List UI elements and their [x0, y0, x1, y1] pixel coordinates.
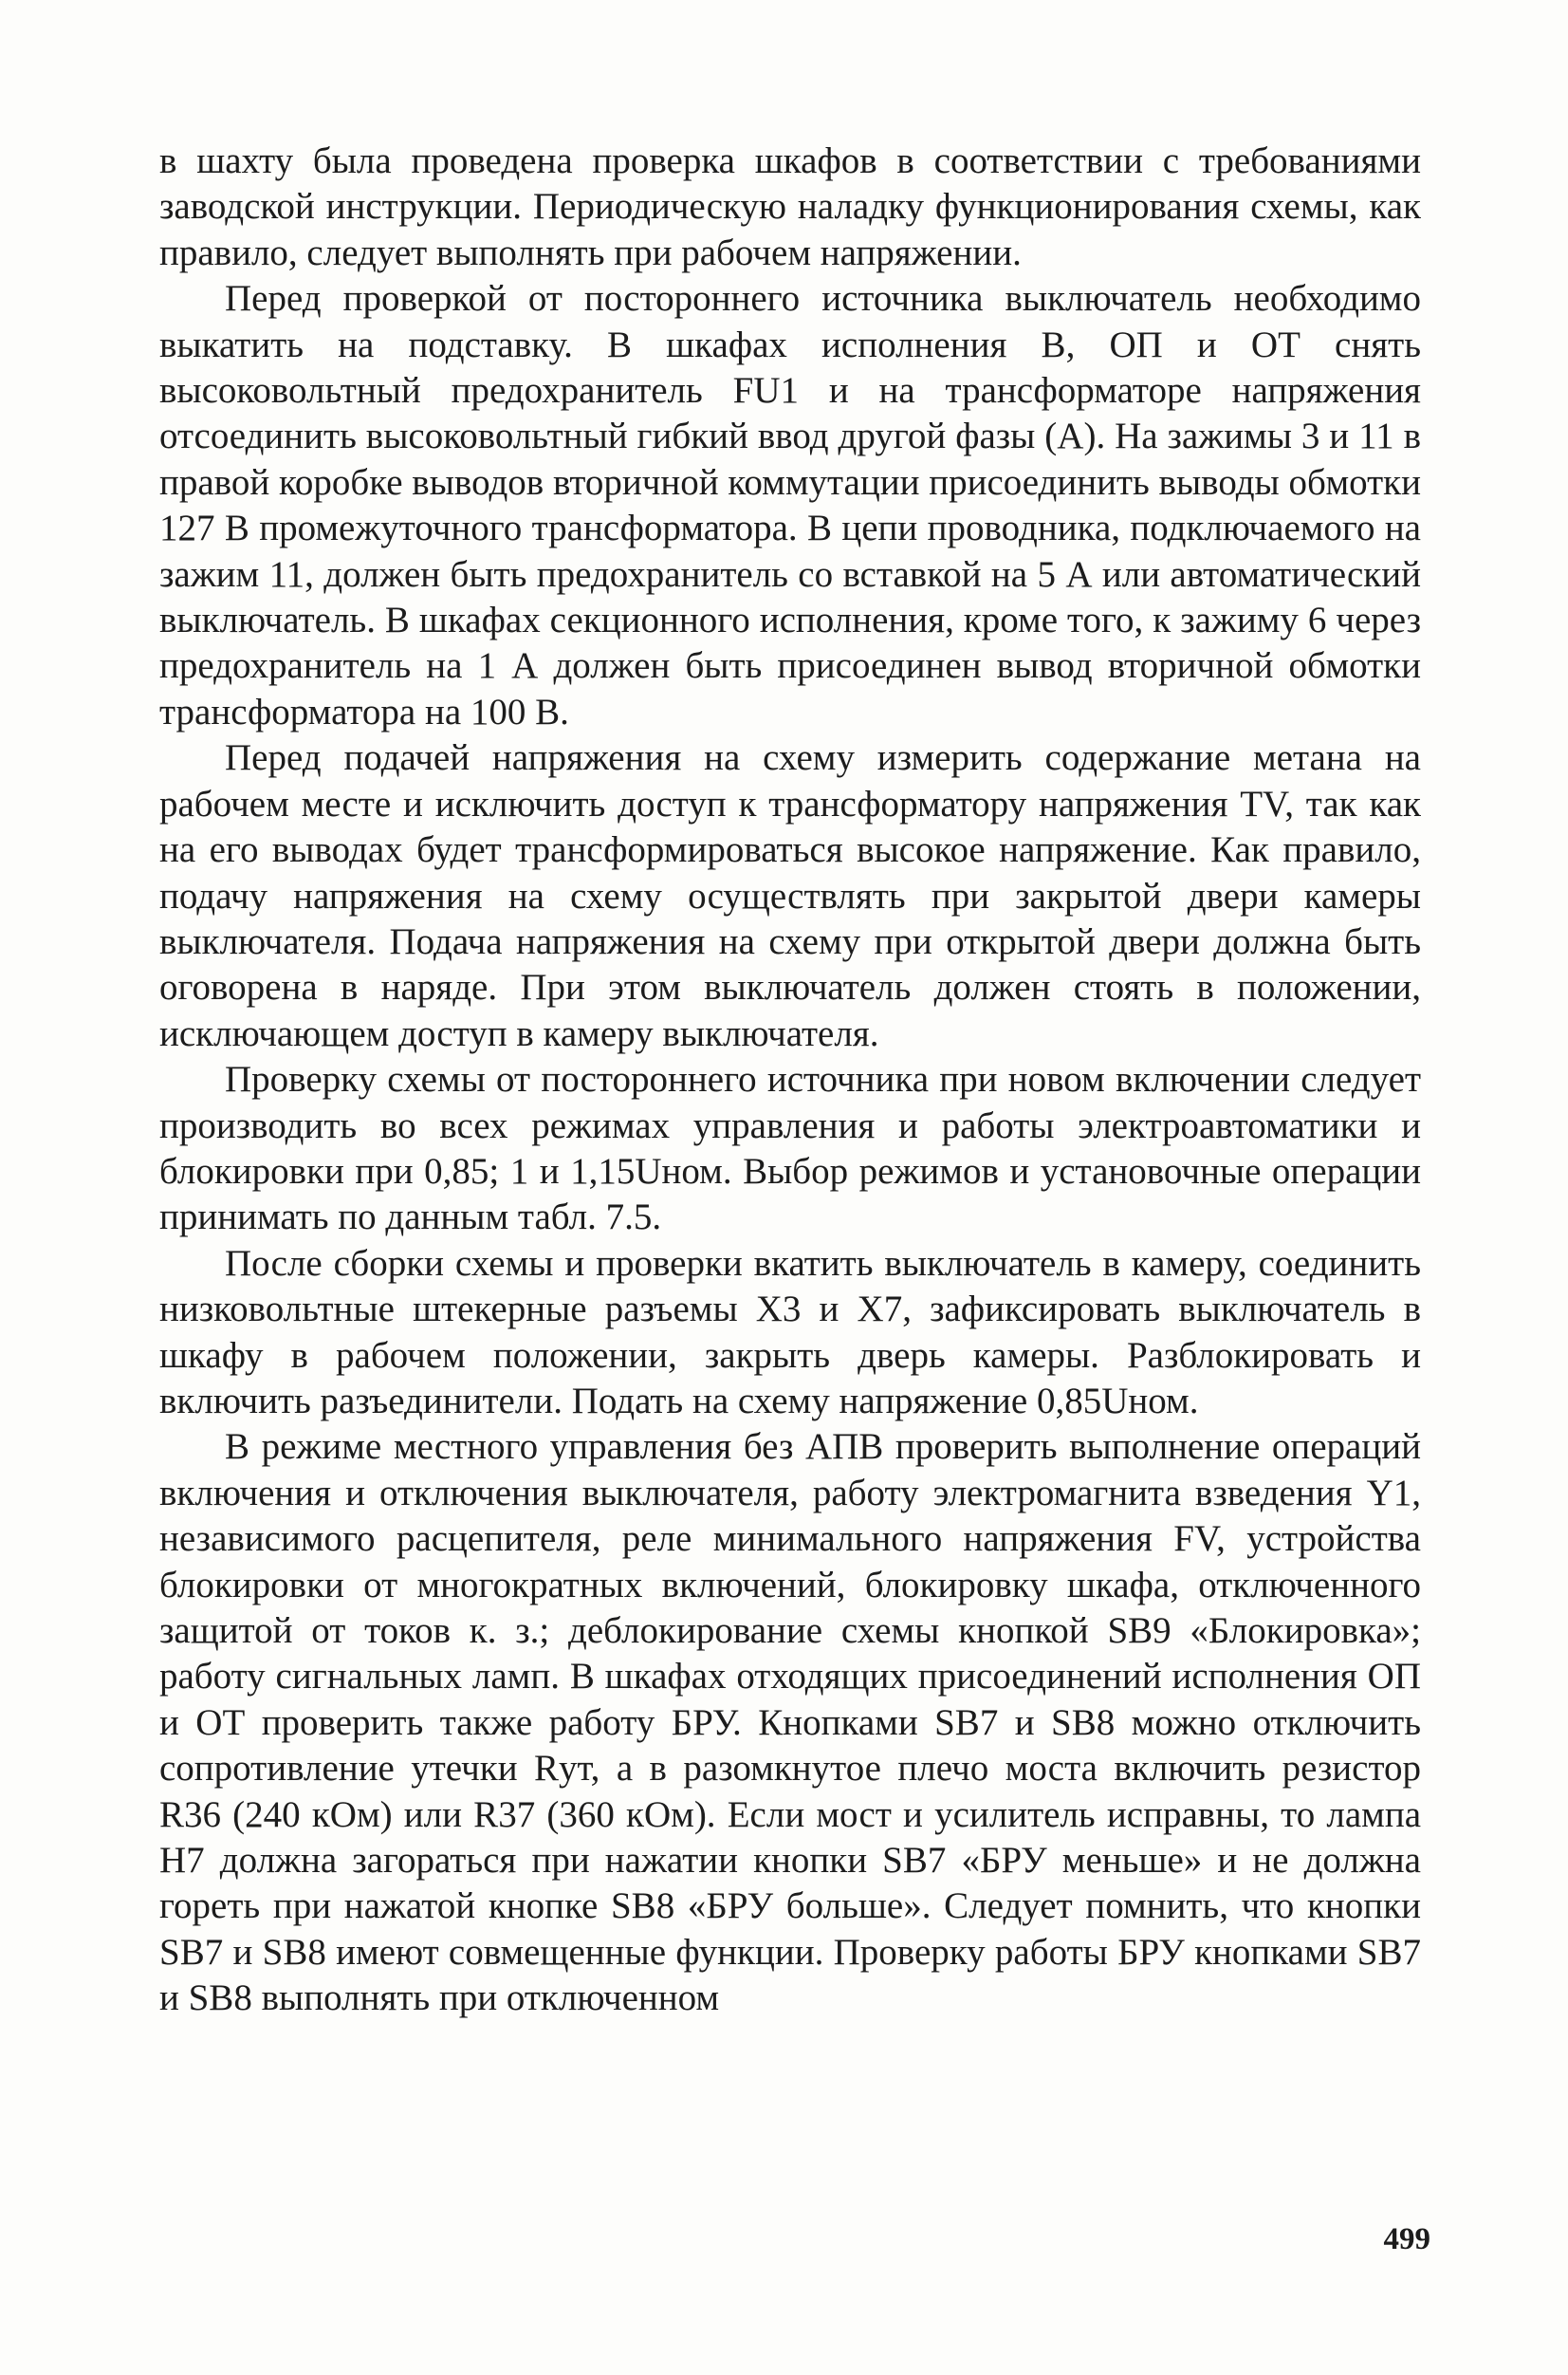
paragraph-5: После сборки схемы и проверки вкатить выключатель в камеру, соединить низковольтные штекерные разъемы X3 и X7, зафиксировать выключатель в шкафу в рабочем положении, закрыть дверь камеры. Разблокировать и включить разъединители. Подать на схему напряжение 0,85Uном.	[159, 1242, 1421, 1421]
paragraph-2: Перед проверкой от постороннего источника выключатель необходимо выкатить на подставку. В шкафах исполнения В, ОП и ОТ снять высоковольтный предохранитель FU1 и на трансформаторе напряжения отсоединить высоковольтный гибкий ввод другой фазы (А). На зажимы 3 и 11 в правой коробке выводов вторичной коммутации присоединить выводы обмотки 127 В промежуточного трансформатора. В цепи проводника, подключаемого на зажим 11, должен быть предохранитель со вставкой на 5 А или автоматический выключатель. В шкафах секционного исполнения, кроме того, к зажиму 6 через предохранитель на 1 А должен быть присоединен вывод вторичной обмотки трансформатора на 100 В.	[159, 278, 1421, 733]
paragraph-1: в шахту была проведена проверка шкафов в соответствии с требованиями заводской инструкции. Периодическую наладку функционирования схемы, как правило, следует выполнять при рабочем напряжении.	[159, 140, 1421, 273]
page-number: 499	[1383, 2222, 1430, 2256]
paragraph-4: Проверку схемы от постороннего источника при новом включении следует производить во всех режимах управления и работы электроавтоматики и блокировки при 0,85; 1 и 1,15Uном. Выбор режимов и установочные операции принимать по данным табл. 7.5.	[159, 1059, 1421, 1238]
body-text	[159, 139, 1421, 2022]
paragraph-6: В режиме местного управления без АПВ проверить выполнение операций включения и отключения выключателя, работу электромагнита взведения Y1, независимого расцепителя, реле минимального напряжения FV, устройства блокировки от многократных включений, блокировку шкафа, отключенного защитой от токов к. з.; деблокирование схемы кнопкой SB9 «Блокировка»; работу сигнальных ламп. В шкафах отходящих присоединений исполнения ОП и ОТ проверить также работу БРУ. Кнопками SB7 и SB8 можно отключить сопротивление утечки Rут, а в разомкнутое плечо моста включить резистор R36 (240 кОм) или R37 (360 кОм). Если мост и усилитель исправны, то лампа H7 должна загораться при нажатии кнопки SB7 «БРУ меньше» и не должна гореть при нажатой кнопке SB8 «БРУ больше». Следует помнить, что кнопки SB7 и SB8 имеют совмещенные функции. Проверку работы БРУ кнопками SB7 и SB8 выполнять при отключенном	[159, 1426, 1421, 2019]
paragraph-3: Перед подачей напряжения на схему измерить содержание метана на рабочем месте и исключить доступ к трансформатору напряжения TV, так как на его выводах будет трансформироваться высокое напряжение. Как правило, подачу напряжения на схему осуществлять при закрытой двери камеры выключателя. Подача напряжения на схему при открытой двери должна быть оговорена в наряде. При этом выключатель должен стоять в положении, исключающем доступ в камеру выключателя.	[159, 737, 1421, 1054]
